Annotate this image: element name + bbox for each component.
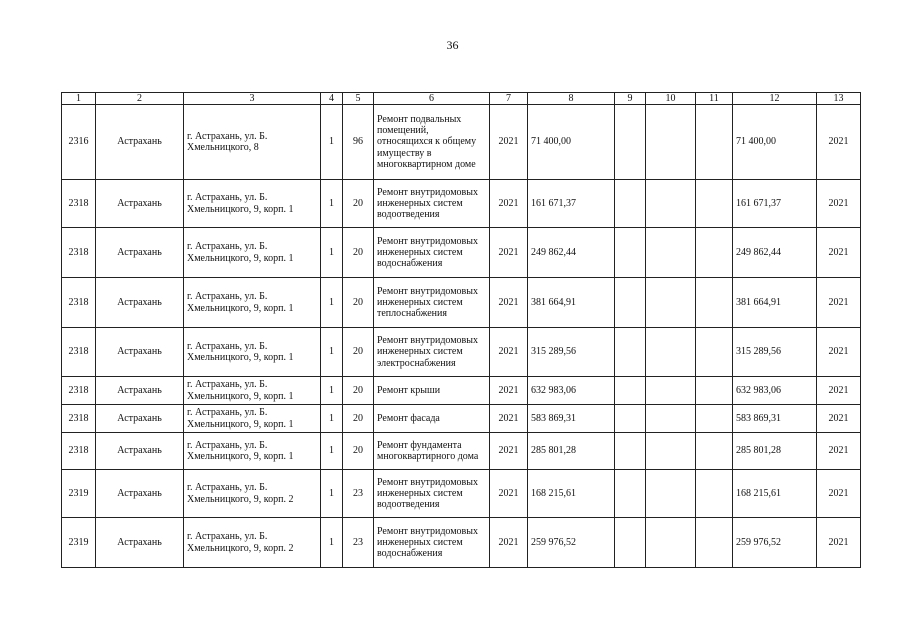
year-cell: 2021: [490, 470, 528, 518]
col4-cell: 1: [321, 228, 343, 278]
col10-cell: [646, 470, 696, 518]
locality-cell: Астрахань: [96, 328, 184, 377]
total-cost-cell: 71 400,00: [733, 105, 817, 180]
column-number-header: 12: [733, 93, 817, 105]
column-number-header: 9: [615, 93, 646, 105]
col11-cell: [696, 328, 733, 377]
completion-year-cell: 2021: [817, 377, 861, 405]
completion-year-cell: 2021: [817, 518, 861, 568]
col11-cell: [696, 470, 733, 518]
address-cell: г. Астрахань, ул. Б. Хмельницкого, 9, корп. 1: [184, 180, 321, 228]
row-id-cell: 2316: [62, 105, 96, 180]
work-type-cell: Ремонт внутридомовых инженерных систем электроснабжения: [374, 328, 490, 377]
col4-cell: 1: [321, 433, 343, 470]
year-cell: 2021: [490, 328, 528, 377]
table-row: [62, 433, 861, 470]
row-id-cell: 2318: [62, 328, 96, 377]
col11-cell: [696, 180, 733, 228]
year-cell: 2021: [490, 405, 528, 433]
col9-cell: [615, 328, 646, 377]
address-cell: г. Астрахань, ул. Б. Хмельницкого, 9, корп. 2: [184, 518, 321, 568]
col10-cell: [646, 228, 696, 278]
col4-cell: 1: [321, 518, 343, 568]
col4-cell: 1: [321, 278, 343, 328]
table-row: [62, 180, 861, 228]
work-type-cell: Ремонт внутридомовых инженерных систем водоотведения: [374, 470, 490, 518]
locality-cell: Астрахань: [96, 180, 184, 228]
table-row: [62, 377, 861, 405]
col10-cell: [646, 105, 696, 180]
col4-cell: 1: [321, 377, 343, 405]
total-cost-cell: 315 289,56: [733, 328, 817, 377]
col9-cell: [615, 433, 646, 470]
table-row: [62, 328, 861, 377]
row-id-cell: 2318: [62, 228, 96, 278]
col5-cell: 20: [343, 228, 374, 278]
work-type-cell: Ремонт фундамента многоквартирного дома: [374, 433, 490, 470]
total-cost-cell: 168 215,61: [733, 470, 817, 518]
col4-cell: 1: [321, 405, 343, 433]
total-cost-cell: 583 869,31: [733, 405, 817, 433]
col10-cell: [646, 518, 696, 568]
col10-cell: [646, 405, 696, 433]
cost-cell: 381 664,91: [528, 278, 615, 328]
address-cell: г. Астрахань, ул. Б. Хмельницкого, 9, корп. 1: [184, 405, 321, 433]
col5-cell: 20: [343, 180, 374, 228]
col5-cell: 20: [343, 405, 374, 433]
row-id-cell: 2318: [62, 377, 96, 405]
total-cost-cell: 285 801,28: [733, 433, 817, 470]
col11-cell: [696, 433, 733, 470]
cost-cell: 249 862,44: [528, 228, 615, 278]
year-cell: 2021: [490, 518, 528, 568]
col4-cell: 1: [321, 328, 343, 377]
year-cell: 2021: [490, 180, 528, 228]
column-number-header: 6: [374, 93, 490, 105]
column-number-header: 1: [62, 93, 96, 105]
col5-cell: 23: [343, 470, 374, 518]
locality-cell: Астрахань: [96, 278, 184, 328]
col5-cell: 20: [343, 377, 374, 405]
col5-cell: 23: [343, 518, 374, 568]
locality-cell: Астрахань: [96, 377, 184, 405]
col11-cell: [696, 377, 733, 405]
table-row: [62, 518, 861, 568]
cost-cell: 259 976,52: [528, 518, 615, 568]
cost-cell: 632 983,06: [528, 377, 615, 405]
address-cell: г. Астрахань, ул. Б. Хмельницкого, 9, корп. 1: [184, 328, 321, 377]
total-cost-cell: 632 983,06: [733, 377, 817, 405]
col9-cell: [615, 470, 646, 518]
col10-cell: [646, 328, 696, 377]
total-cost-cell: 161 671,37: [733, 180, 817, 228]
column-number-header: 13: [817, 93, 861, 105]
cost-cell: 71 400,00: [528, 105, 615, 180]
col9-cell: [615, 105, 646, 180]
work-type-cell: Ремонт внутридомовых инженерных систем водоснабжения: [374, 518, 490, 568]
completion-year-cell: 2021: [817, 328, 861, 377]
year-cell: 2021: [490, 105, 528, 180]
work-type-cell: Ремонт внутридомовых инженерных систем теплоснабжения: [374, 278, 490, 328]
table-row: [62, 470, 861, 518]
completion-year-cell: 2021: [817, 278, 861, 328]
row-id-cell: 2318: [62, 433, 96, 470]
year-cell: 2021: [490, 433, 528, 470]
col10-cell: [646, 433, 696, 470]
col9-cell: [615, 405, 646, 433]
col9-cell: [615, 278, 646, 328]
locality-cell: Астрахань: [96, 105, 184, 180]
address-cell: г. Астрахань, ул. Б. Хмельницкого, 8: [184, 105, 321, 180]
work-type-cell: Ремонт подвальных помещений, относящихся к общему имуществу в многоквартирном доме: [374, 105, 490, 180]
col5-cell: 20: [343, 433, 374, 470]
completion-year-cell: 2021: [817, 180, 861, 228]
col11-cell: [696, 405, 733, 433]
col11-cell: [696, 228, 733, 278]
completion-year-cell: 2021: [817, 433, 861, 470]
table-row: [62, 228, 861, 278]
total-cost-cell: 249 862,44: [733, 228, 817, 278]
column-number-header: 7: [490, 93, 528, 105]
column-number-header: 2: [96, 93, 184, 105]
total-cost-cell: 381 664,91: [733, 278, 817, 328]
completion-year-cell: 2021: [817, 470, 861, 518]
column-number-header: 10: [646, 93, 696, 105]
column-number-header: 4: [321, 93, 343, 105]
completion-year-cell: 2021: [817, 228, 861, 278]
completion-year-cell: 2021: [817, 405, 861, 433]
address-cell: г. Астрахань, ул. Б. Хмельницкого, 9, корп. 1: [184, 228, 321, 278]
total-cost-cell: 259 976,52: [733, 518, 817, 568]
year-cell: 2021: [490, 228, 528, 278]
col5-cell: 20: [343, 278, 374, 328]
cost-cell: 583 869,31: [528, 405, 615, 433]
cost-cell: 285 801,28: [528, 433, 615, 470]
locality-cell: Астрахань: [96, 470, 184, 518]
table-row: [62, 278, 861, 328]
work-type-cell: Ремонт крыши: [374, 377, 490, 405]
completion-year-cell: 2021: [817, 105, 861, 180]
cost-cell: 161 671,37: [528, 180, 615, 228]
col9-cell: [615, 377, 646, 405]
col4-cell: 1: [321, 180, 343, 228]
col10-cell: [646, 278, 696, 328]
work-type-cell: Ремонт внутридомовых инженерных систем водоотведения: [374, 180, 490, 228]
col11-cell: [696, 518, 733, 568]
year-cell: 2021: [490, 278, 528, 328]
col11-cell: [696, 278, 733, 328]
address-cell: г. Астрахань, ул. Б. Хмельницкого, 9, корп. 1: [184, 278, 321, 328]
column-number-header: 11: [696, 93, 733, 105]
col9-cell: [615, 180, 646, 228]
col4-cell: 1: [321, 470, 343, 518]
col9-cell: [615, 228, 646, 278]
col11-cell: [696, 105, 733, 180]
cost-cell: 168 215,61: [528, 470, 615, 518]
col4-cell: 1: [321, 105, 343, 180]
col9-cell: [615, 518, 646, 568]
row-id-cell: 2319: [62, 470, 96, 518]
col10-cell: [646, 180, 696, 228]
column-number-header: 5: [343, 93, 374, 105]
locality-cell: Астрахань: [96, 433, 184, 470]
address-cell: г. Астрахань, ул. Б. Хмельницкого, 9, корп. 2: [184, 470, 321, 518]
work-type-cell: Ремонт фасада: [374, 405, 490, 433]
column-number-header-row: [62, 93, 861, 105]
row-id-cell: 2318: [62, 180, 96, 228]
locality-cell: Астрахань: [96, 405, 184, 433]
table-row: [62, 405, 861, 433]
address-cell: г. Астрахань, ул. Б. Хмельницкого, 9, корп. 1: [184, 433, 321, 470]
row-id-cell: 2319: [62, 518, 96, 568]
work-type-cell: Ремонт внутридомовых инженерных систем водоснабжения: [374, 228, 490, 278]
year-cell: 2021: [490, 377, 528, 405]
page-number: 36: [446, 38, 459, 52]
locality-cell: Астрахань: [96, 518, 184, 568]
row-id-cell: 2318: [62, 405, 96, 433]
column-number-header: 3: [184, 93, 321, 105]
table-row: [62, 105, 861, 180]
col5-cell: 96: [343, 105, 374, 180]
cost-cell: 315 289,56: [528, 328, 615, 377]
repair-register-table: [61, 92, 861, 568]
col5-cell: 20: [343, 328, 374, 377]
col10-cell: [646, 377, 696, 405]
address-cell: г. Астрахань, ул. Б. Хмельницкого, 9, корп. 1: [184, 377, 321, 405]
row-id-cell: 2318: [62, 278, 96, 328]
locality-cell: Астрахань: [96, 228, 184, 278]
column-number-header: 8: [528, 93, 615, 105]
